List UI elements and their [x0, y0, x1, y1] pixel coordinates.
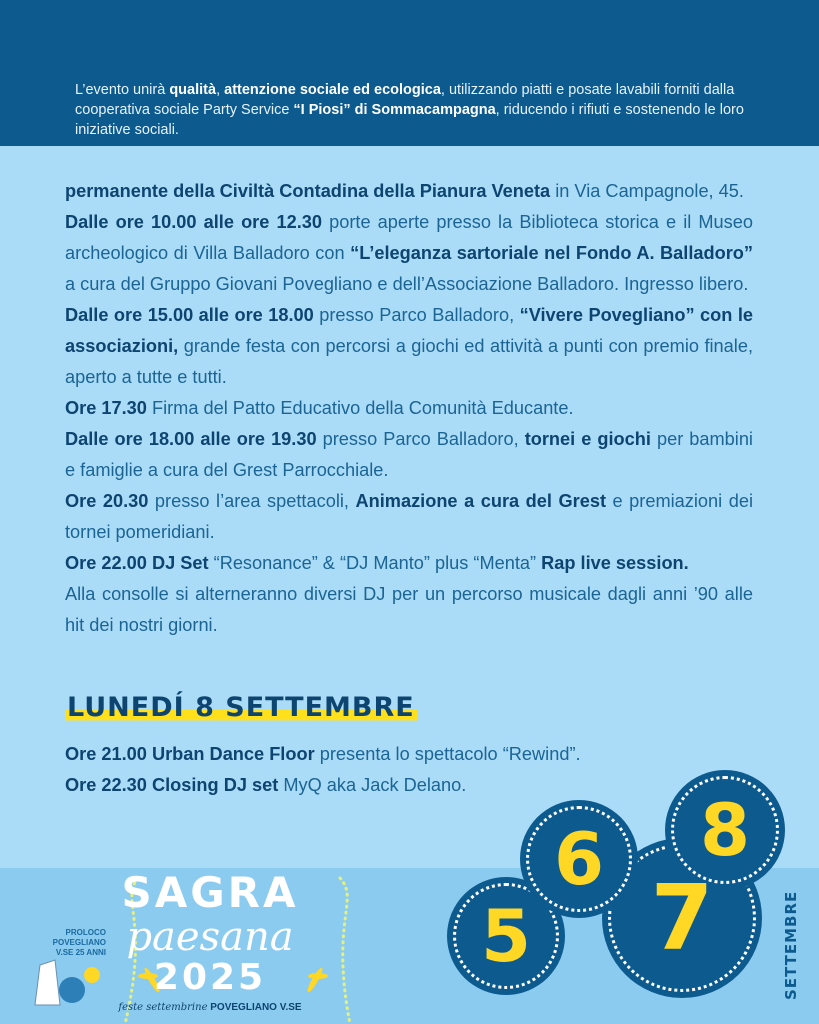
body-text: Alla consolle si alterneranno diversi DJ per un percorso musicale dagli anni ’90 alle hit dei nostri giorni. — [65, 584, 753, 635]
body-text: L’evento unirà — [75, 82, 170, 98]
body-text: porte aperte presso la Biblioteca storica e il Museo archeologico di Villa Balladoro con — [65, 212, 753, 263]
highlight-text: tornei e giochi — [524, 429, 651, 449]
day-heading: LUNEDÍ 8 SETTEMBRE — [67, 692, 415, 723]
body-text: presso Parco Balladoro, — [313, 305, 520, 325]
month-label: SETTEMBRE — [782, 890, 800, 1000]
body-text: in Via Campagnole, 45. — [550, 181, 744, 201]
sagra-tagline: feste settembrine POVEGLIANO V.SE — [118, 1002, 302, 1013]
highlight-text: Dalle ore 18.00 alle ore 19.30 — [65, 429, 317, 449]
proloco-logo-icon — [35, 960, 100, 1005]
highlight-text: attenzione sociale ed ecologica — [224, 82, 441, 98]
body-text: , — [216, 82, 225, 98]
sagra-title: SAGRA — [121, 868, 299, 917]
body-text: “Resonance” & “DJ Manto” plus “Menta” — [208, 553, 542, 573]
highlight-text: “Vivere Povegliano” con le associazioni, — [65, 305, 753, 356]
highlight-text: Ore 21.00 Urban Dance Floor — [65, 744, 315, 764]
highlight-text: Dalle ore 15.00 alle ore 18.00 — [65, 305, 314, 325]
highlight-text: Ore 22.30 Closing DJ set — [65, 775, 279, 795]
highlight-text: qualità — [169, 82, 217, 98]
highlight-text: Ore 22.00 DJ Set — [65, 553, 209, 573]
sagra-subtitle: paesana — [126, 914, 294, 960]
body-text: presso Parco Balladoro, — [316, 429, 525, 449]
body-text: a cura del Gruppo Giovani Povegliano e dell’Associazione Balladoro. Ingresso libero. — [65, 274, 749, 294]
body-text: Firma del Patto Educativo della Comunità Educante. — [146, 398, 574, 418]
body-text: presso l’area spettacoli, — [148, 491, 356, 511]
highlight-text: permanente della Civiltà Contadina della Pianura Veneta — [65, 181, 551, 201]
body-text: , utilizzando piatti e posate lavabili forniti dalla cooperativa sociale Party Service — [75, 82, 735, 118]
body-text: per bambini e famiglie a cura del Grest Parrocchiale. — [65, 429, 753, 480]
highlight-text: Dalle ore 10.00 alle ore 12.30 — [65, 212, 322, 232]
body-text: grande festa con percorsi a giochi ed attività a punti con premio finale, aperto a tutte e tutti. — [65, 336, 753, 387]
highlight-text: “L’eleganza sartoriale nel Fondo A. Balladoro” — [350, 243, 753, 263]
highlight-text: Animazione a cura del Grest — [355, 491, 606, 511]
highlight-text: “I Piosi” di Sommacampagna — [293, 102, 496, 118]
body-text: MyQ aka Jack Delano. — [278, 775, 467, 795]
body-text: e premiazioni dei tornei pomeridiani. — [65, 491, 753, 542]
day-badge-8: 8 — [665, 770, 785, 890]
highlight-text: Ore 20.30 — [65, 491, 149, 511]
sagra-year: 2025 — [153, 957, 267, 998]
day-badge-7: 7 — [602, 838, 762, 998]
body-text: , riducendo i rifiuti e sostenendo le loro iniziative sociali. — [75, 102, 744, 138]
day-badge-5: 5 — [447, 877, 565, 995]
highlight-text: Rap live session. — [541, 553, 689, 573]
body-text: presenta lo spettacolo “Rewind”. — [314, 744, 581, 764]
sagra-logo — [100, 870, 320, 1013]
day-badge-6: 6 — [520, 800, 638, 918]
highlight-text: Ore 17.30 — [65, 398, 147, 418]
proloco-logo: PROLOCO POVEGLIANO V.SE 25 ANNI — [52, 928, 106, 957]
